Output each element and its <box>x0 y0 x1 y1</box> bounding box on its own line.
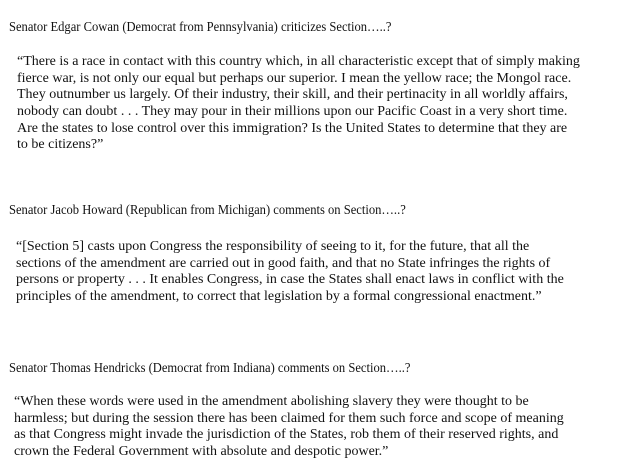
section-heading-howard: Senator Jacob Howard (Republican from Michigan) comments on Section…..? <box>9 202 406 217</box>
quote-line: sections of the amendment are carried out in good faith, and that no State infringes the rights of <box>16 255 551 271</box>
section-heading-cowan: Senator Edgar Cowan (Democrat from Pennsylvania) criticizes Section…..? <box>9 19 392 34</box>
quote-line: crown the Federal Government with absolute and despotic power.” <box>14 444 389 460</box>
quote-line: “When these words were used in the amendment abolishing slavery they were thought to be <box>14 394 529 409</box>
quote-cowan <box>17 53 580 153</box>
section-heading-hendricks: Senator Thomas Hendricks (Democrat from Indiana) comments on Section…..? <box>9 360 411 375</box>
quote-line: “[Section 5] casts upon Congress the responsibility of seeing to it, for the future, that all the <box>16 239 530 254</box>
quote-line: harmless; but during the session there has been claimed for them such force and scope of meaning <box>14 410 564 426</box>
quote-line: principles of the amendment, to correct that legislation by a formal congressional enactment.” <box>16 289 542 305</box>
quote-hendricks <box>14 393 564 460</box>
quote-line: to be citizens?” <box>17 137 104 153</box>
quote-howard <box>16 238 564 305</box>
quote-line: They outnumber us largely. Of their industry, their skill, and their pertinacity in all worldly affairs, <box>17 87 568 103</box>
quote-line: “There is a race in contact with this country which, in all characteristic except that of simply making <box>17 54 580 69</box>
quote-line: nobody can doubt . . . They may pour in their millions upon our Pacific Coast in a very short time. <box>17 104 568 120</box>
quote-line: as that Congress might invade the jurisdiction of the States, rob them of their reserved rights, and <box>14 427 559 443</box>
quote-line: persons or property . . . It enables Congress, in case the States shall enact laws in conflict with the <box>16 272 564 288</box>
quote-line: fierce war, is not only our equal but perhaps our superior. I mean the yellow race; the Mongol race. <box>17 70 572 86</box>
quote-line: Are the states to lose control over this immigration? Is the United States to determine that they are <box>17 120 568 136</box>
